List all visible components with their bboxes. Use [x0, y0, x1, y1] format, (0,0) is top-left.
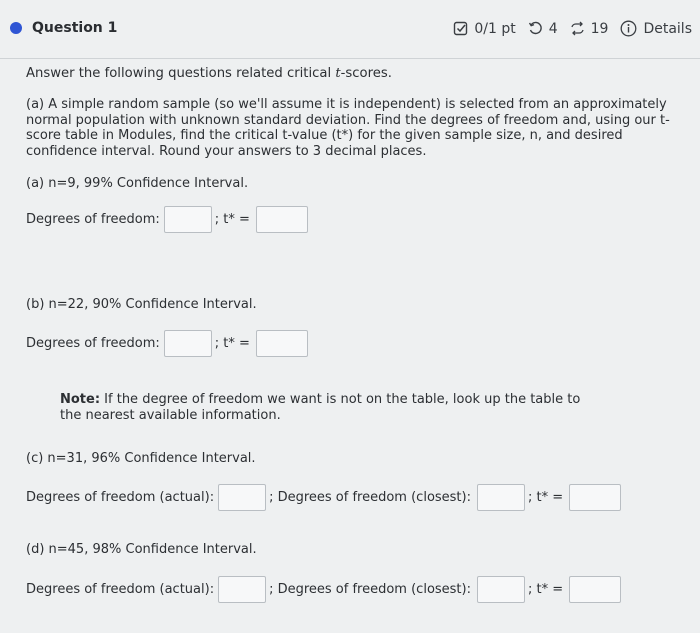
part-b-df-input[interactable] — [164, 330, 212, 357]
part-a-t-input[interactable] — [256, 206, 308, 233]
part-c-df-actual-input[interactable] — [218, 484, 266, 511]
part-d-df-actual-input[interactable] — [218, 576, 266, 603]
note-text: Note: If the degree of freedom we want is not on the table, look up the table to the nearest available information. — [60, 392, 581, 423]
part-b-t-input[interactable] — [256, 330, 308, 357]
checkbox-icon — [453, 21, 468, 36]
question-header — [0, 0, 700, 59]
part-d-row — [26, 576, 624, 603]
part-b-df-label: Degrees of freedom: — [26, 336, 160, 351]
part-d-df-closest-input[interactable] — [477, 576, 525, 603]
part-a-df-input[interactable] — [164, 206, 212, 233]
question-paragraph: (a) A simple random sample (so we'll assume it is independent) is selected from an approximately normal population with unknown standard deviation. Find the degrees of freedom and, using our t-score table in Modules, find the critical t-value (t*) for the given sample size, n, and desired confidence interval. Round your answers to 3 decimal places. — [26, 97, 670, 159]
part-c-t-label: ; t* = — [527, 490, 564, 505]
repeat-icon — [570, 21, 585, 36]
part-c-label: (c) n=31, 96% Confidence Interval. — [26, 451, 256, 466]
attempts-count: 19 — [590, 20, 609, 37]
retries-count: 4 — [548, 20, 558, 37]
details-link[interactable]: Details — [643, 20, 692, 37]
part-d-t-input[interactable] — [569, 576, 621, 603]
retry-icon — [528, 21, 543, 36]
part-d-df-closest-label: ; Degrees of freedom (closest): — [269, 582, 471, 597]
question-meta — [453, 20, 692, 37]
part-c-df-closest-label: ; Degrees of freedom (closest): — [269, 490, 471, 505]
part-a-row — [26, 206, 311, 233]
info-icon[interactable] — [620, 20, 637, 37]
part-c-t-input[interactable] — [569, 484, 621, 511]
part-a-label: (a) n=9, 99% Confidence Interval. — [26, 176, 249, 191]
part-b-t-label: ; t* = — [214, 336, 250, 351]
intro-text: Answer the following questions related critical t-scores. — [26, 66, 392, 81]
part-d-label: (d) n=45, 98% Confidence Interval. — [26, 542, 257, 557]
part-a-df-label: Degrees of freedom: — [26, 212, 160, 227]
question-title: Question 1 — [32, 20, 118, 36]
part-d-df-actual-label: Degrees of freedom (actual): — [26, 582, 215, 597]
part-c-row — [26, 484, 624, 511]
score-text: 0/1 pt — [474, 20, 516, 37]
status-dot — [10, 22, 22, 34]
part-b-label: (b) n=22, 90% Confidence Interval. — [26, 297, 257, 312]
part-c-df-actual-label: Degrees of freedom (actual): — [26, 490, 215, 505]
part-a-t-label: ; t* = — [214, 212, 250, 227]
part-c-df-closest-input[interactable] — [477, 484, 525, 511]
part-d-t-label: ; t* = — [527, 582, 564, 597]
part-b-row — [26, 330, 311, 357]
